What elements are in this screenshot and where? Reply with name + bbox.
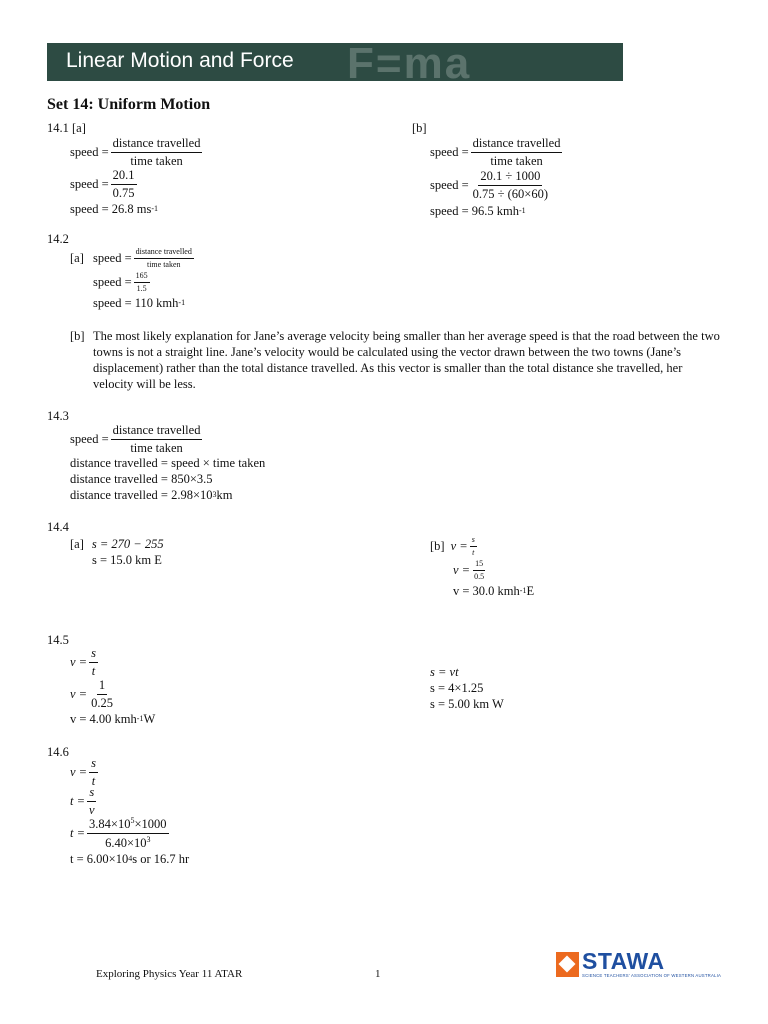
fraction: $\frac{165}{1.5}$ bbox=[135, 271, 148, 293]
fraction: $\frac{\text{distance travelled}}{\text{time taken}}$ bbox=[135, 247, 192, 269]
q14-4b-working: [b] v = $\frac{s}{t}$ v = $\frac{15}{0.5}$ v = 30.0 kmh -1 E bbox=[430, 535, 535, 598]
q14-6-working: v = $\frac{s}{t}$ t = $\frac{s}{v}$ t = $\frac{3.84\times 10^5\times 1000}{6.40\times 10^3}$ t = 6.00×10 4 s or 16.7 hr bbox=[70, 756, 190, 866]
section-title: Set 14: Uniform Motion bbox=[47, 96, 211, 113]
q14-1a-working: speed = $\frac{\text{distance travelled}}{\text{time taken}}$ speed = $\frac{20.1}{0.75}$ speed = 26.8 ms -1 bbox=[70, 136, 201, 216]
fraction: $\frac{\text{distance travelled}}{\text{time taken}}$ bbox=[472, 136, 561, 168]
footer-book-title: Exploring Physics Year 11 ATAR bbox=[96, 968, 243, 980]
q14-6-result: t = 6.00×10 bbox=[70, 851, 129, 866]
q14-6-label: 14.6 bbox=[47, 745, 69, 759]
fraction: $\frac{1}{0.25}$ bbox=[91, 678, 113, 710]
q14-5-working-right: s = vt s = 4×1.25 s = 5.00 km W bbox=[430, 664, 504, 711]
fraction: $\frac{20.1}{0.75}$ bbox=[112, 168, 135, 200]
fraction: $\frac{\text{distance travelled}}{\text{time taken}}$ bbox=[112, 136, 201, 168]
q14-1b-result: speed = 96.5 kmh bbox=[430, 203, 519, 218]
q14-4a-working: [a] s = 270 − 255 s = 15.0 km E bbox=[70, 536, 164, 567]
q14-1-label: 14.1 [a] bbox=[47, 121, 86, 135]
fraction: $\frac{20.1 \div 1000}{0.75 \div (60\times 60)}$ bbox=[472, 169, 549, 201]
q14-4-label: 14.4 bbox=[47, 520, 69, 534]
fraction: $\frac{s}{t}$ bbox=[471, 535, 475, 557]
fraction: $\frac{s}{t}$ bbox=[91, 756, 96, 788]
fraction: $\frac{3.84\times 10^5\times 1000}{6.40\times 10^3}$ bbox=[89, 815, 167, 850]
q14-4b-result: v = 30.0 kmh bbox=[453, 583, 520, 598]
fraction: $\frac{15}{0.5}$ bbox=[474, 559, 485, 581]
q14-2b-text: The most likely explanation for Jane’s average velocity being smaller than her average speed is that the road between the two towns is not a straight line. Jane’s velocity would be calculated using the vector drawn between the two towns (Jane’s displacement) rather than the total distance travelled. As this vector is smaller than the total distance she travelled, her velocity will be less. bbox=[93, 329, 720, 391]
fraction: $\frac{s}{t}$ bbox=[91, 646, 96, 678]
q14-2a-label: [a] bbox=[70, 250, 84, 265]
header-banner bbox=[47, 43, 623, 81]
q14-5-label: 14.5 bbox=[47, 633, 69, 647]
q14-3-label: 14.3 bbox=[47, 409, 69, 423]
q14-2a-working: speed = $\frac{\text{distance travelled}}{\text{time taken}}$ speed = $\frac{165}{1.5}$ speed = 110 kmh -1 bbox=[93, 247, 192, 310]
q14-1a-result: speed = 26.8 ms bbox=[70, 201, 152, 216]
fraction: $\frac{\text{distance travelled}}{\text{time taken}}$ bbox=[112, 423, 201, 455]
banner-watermark: F=ma bbox=[347, 43, 472, 81]
q14-2-label: 14.2 bbox=[47, 232, 69, 246]
stawa-logo-icon bbox=[556, 952, 579, 977]
q14-5-working: v = $\frac{s}{t}$ v = $\frac{1}{0.25}$ v = 4.00 kmh -1 W bbox=[70, 646, 156, 726]
q14-3-working: speed = $\frac{\text{distance travelled}}{\text{time taken}}$ distance travelled = speed × time taken distance travelled = 850×3.5 distance travelled = 2.98×10 3 km bbox=[70, 423, 266, 502]
stawa-logo: STAWA SCIENCE TEACHERS’ ASSOCIATION OF WESTERN AUSTRALIA bbox=[556, 948, 676, 982]
q14-3-result: distance travelled = 2.98×10 bbox=[70, 487, 213, 502]
q14-5-result-right: s = 5.00 km W bbox=[430, 696, 504, 711]
page-title: Linear Motion and Force bbox=[66, 49, 294, 72]
q14-2a-result: speed = 110 kmh bbox=[93, 295, 179, 310]
page-number: 1 bbox=[375, 968, 381, 980]
q14-5-result: v = 4.00 kmh bbox=[70, 711, 137, 726]
q14-1b-label: [b] bbox=[412, 121, 427, 135]
q14-4a-result: s = 15.0 km E bbox=[92, 552, 162, 567]
q14-2b-label: [b] bbox=[70, 329, 85, 343]
q14-1b-working: speed = $\frac{\text{distance travelled}}{\text{time taken}}$ speed = $\frac{20.1 \div 1000}{0.75 \div (60\times 60)}$ speed = 96.5 kmh -1 bbox=[430, 136, 561, 218]
q14-2b-answer bbox=[70, 328, 720, 392]
fraction: $\frac{s}{v}$ bbox=[89, 785, 95, 817]
